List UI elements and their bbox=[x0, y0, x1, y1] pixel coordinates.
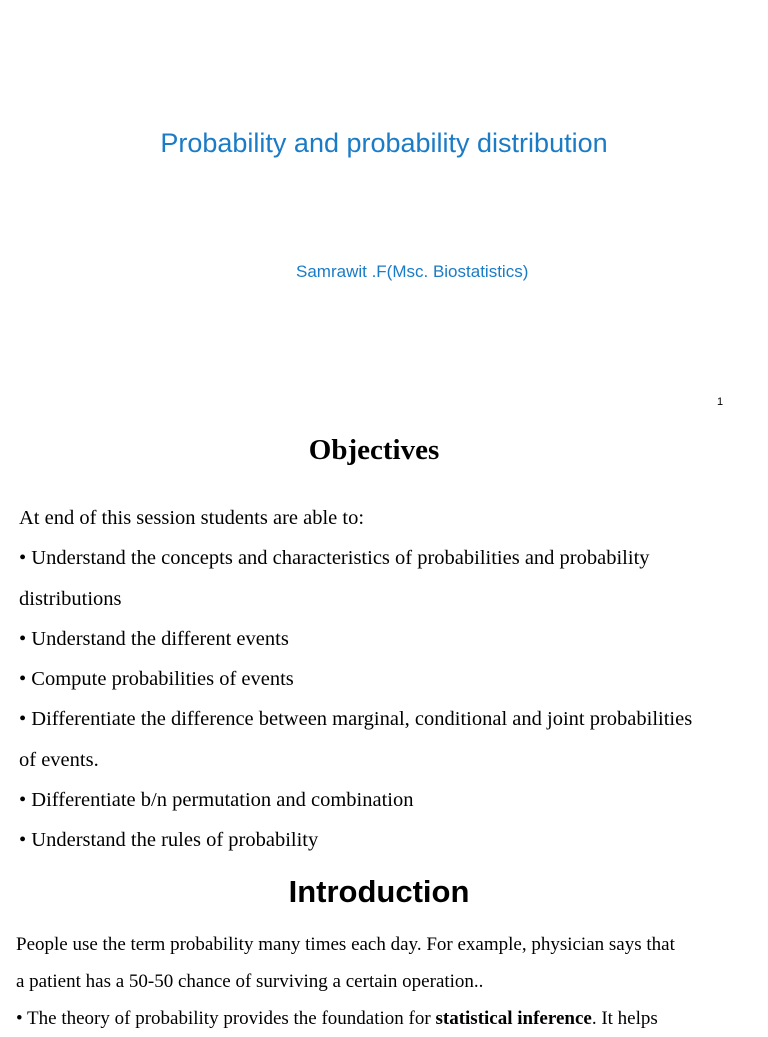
page-number: 1 bbox=[717, 396, 724, 408]
slide-title: Probability and probability distribution bbox=[160, 128, 608, 158]
introduction-body bbox=[16, 926, 764, 1037]
title-slide bbox=[0, 0, 768, 420]
objectives-slide bbox=[0, 420, 768, 860]
objectives-intro: At end of this session students are able to: bbox=[19, 507, 365, 529]
objective-line: of events. bbox=[19, 748, 99, 771]
objective-line: distributions bbox=[19, 587, 122, 610]
bullet-text-suffix: . It helps bbox=[591, 1008, 658, 1029]
intro-bullet-line bbox=[16, 1000, 764, 1037]
bullet-text: • The theory of probability provides the foundation for bbox=[16, 1008, 436, 1029]
objective-line: • Differentiate b/n permutation and combination bbox=[19, 789, 414, 812]
objective-line: • Understand the concepts and characteristics of probabilities and probability bbox=[19, 547, 650, 570]
objective-line: • Understand the rules of probability bbox=[19, 829, 319, 852]
introduction-heading: Introduction bbox=[288, 874, 470, 909]
objectives-body bbox=[19, 498, 764, 861]
objective-line: • Differentiate the difference between marginal, conditional and joint probabilities bbox=[19, 708, 693, 731]
bold-term: statistical inference bbox=[435, 1008, 592, 1029]
objectives-heading: Objectives bbox=[308, 434, 440, 466]
introduction-slide bbox=[0, 860, 768, 1029]
intro-paragraph-line: People use the term probability many times each day. For example, physician says that bbox=[16, 934, 675, 955]
objective-line: • Compute probabilities of events bbox=[19, 668, 294, 691]
author-name: Samrawit .F(Msc. Biostatistics) bbox=[296, 262, 529, 281]
intro-paragraph-line: a patient has a 50-50 chance of surviving a certain operation.. bbox=[16, 971, 484, 992]
objective-line: • Understand the different events bbox=[19, 627, 289, 650]
